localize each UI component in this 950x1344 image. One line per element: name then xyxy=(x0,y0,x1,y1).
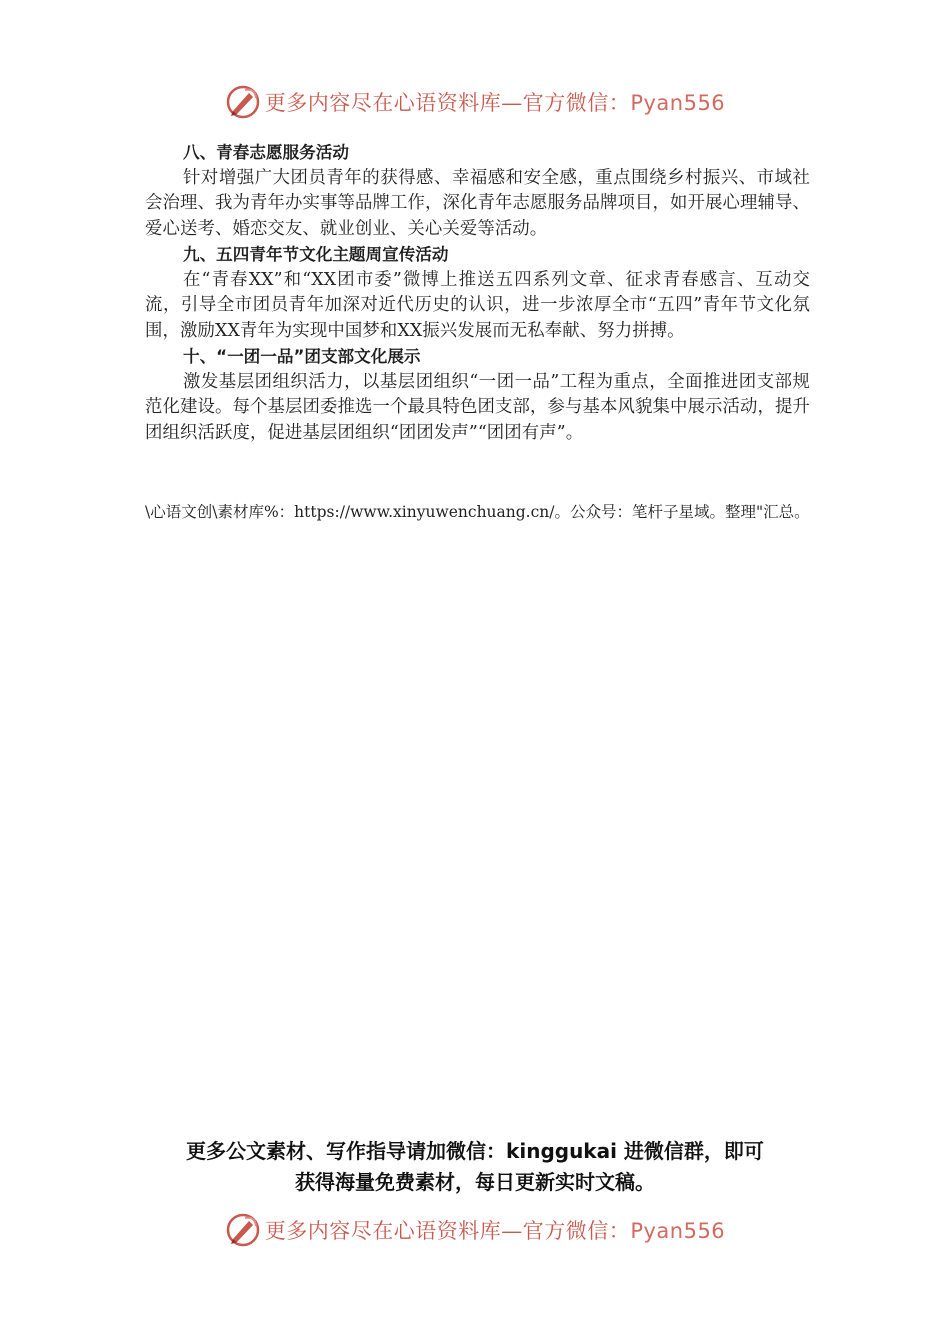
footer-banner xyxy=(0,1208,950,1252)
section-paragraph-10: 激发基层团组织活力，以基层团组织“一团一品”工程为重点，全面推进团支部规范化建设。每个基层团委推选一个最具特色团支部，参与基本风貌集中展示活动，提升团组织活跃度，促进基层团组织“团团发声”“团团有声”。 xyxy=(145,371,810,443)
promo-line-1: 更多公文素材、写作指导请加微信：kinggukai 进微信群，即可 xyxy=(186,1139,764,1163)
section-heading-8: 八、青春志愿服务活动 xyxy=(183,143,349,162)
pen-logo-icon xyxy=(225,1212,261,1248)
banner-text xyxy=(265,87,725,117)
section-paragraph-8: 针对增强广大团员青年的获得感、幸福感和安全感，重点围绕乡村振兴、市域社会治理、我为青年办实事等品牌工作，深化青年志愿服务品牌项目，如开展心理辅导、爱心送考、婚恋交友、就业创业、关心关爱等活动。 xyxy=(145,167,810,239)
header-banner xyxy=(0,80,950,124)
source-line: \心语文创\素材库%：https://www.xinyuwenchuang.cn/。公众号：笔杆子星域。整理"汇总。 xyxy=(145,503,810,521)
banner-text xyxy=(265,1215,725,1245)
banner-slogan: 更多内容尽在心语资料库—官方微信： xyxy=(264,91,631,115)
promo-block xyxy=(0,1136,950,1198)
pen-logo-icon xyxy=(225,84,261,120)
document-body xyxy=(145,140,810,446)
section-paragraph-9: 在“青春XX”和“XX团市委”微博上推送五四系列文章、征求青春感言、互动交流，引导全市团员青年加深对近代历史的认识，进一步浓厚全市“五四”青年节文化氛围，激励XX青年为实现中国梦和XX振兴发展而无私奉献、努力拼搏。 xyxy=(145,269,810,341)
banner-wechat-id: Pyan556 xyxy=(630,1219,726,1243)
section-heading-10: 十、“一团一品”团支部文化展示 xyxy=(183,347,421,366)
banner-slogan: 更多内容尽在心语资料库—官方微信： xyxy=(264,1219,631,1243)
section-heading-9: 九、五四青年节文化主题周宣传活动 xyxy=(183,245,449,264)
banner-wechat-id: Pyan556 xyxy=(630,91,726,115)
promo-line-2: 获得海量免费素材，每日更新实时文稿。 xyxy=(295,1170,655,1194)
